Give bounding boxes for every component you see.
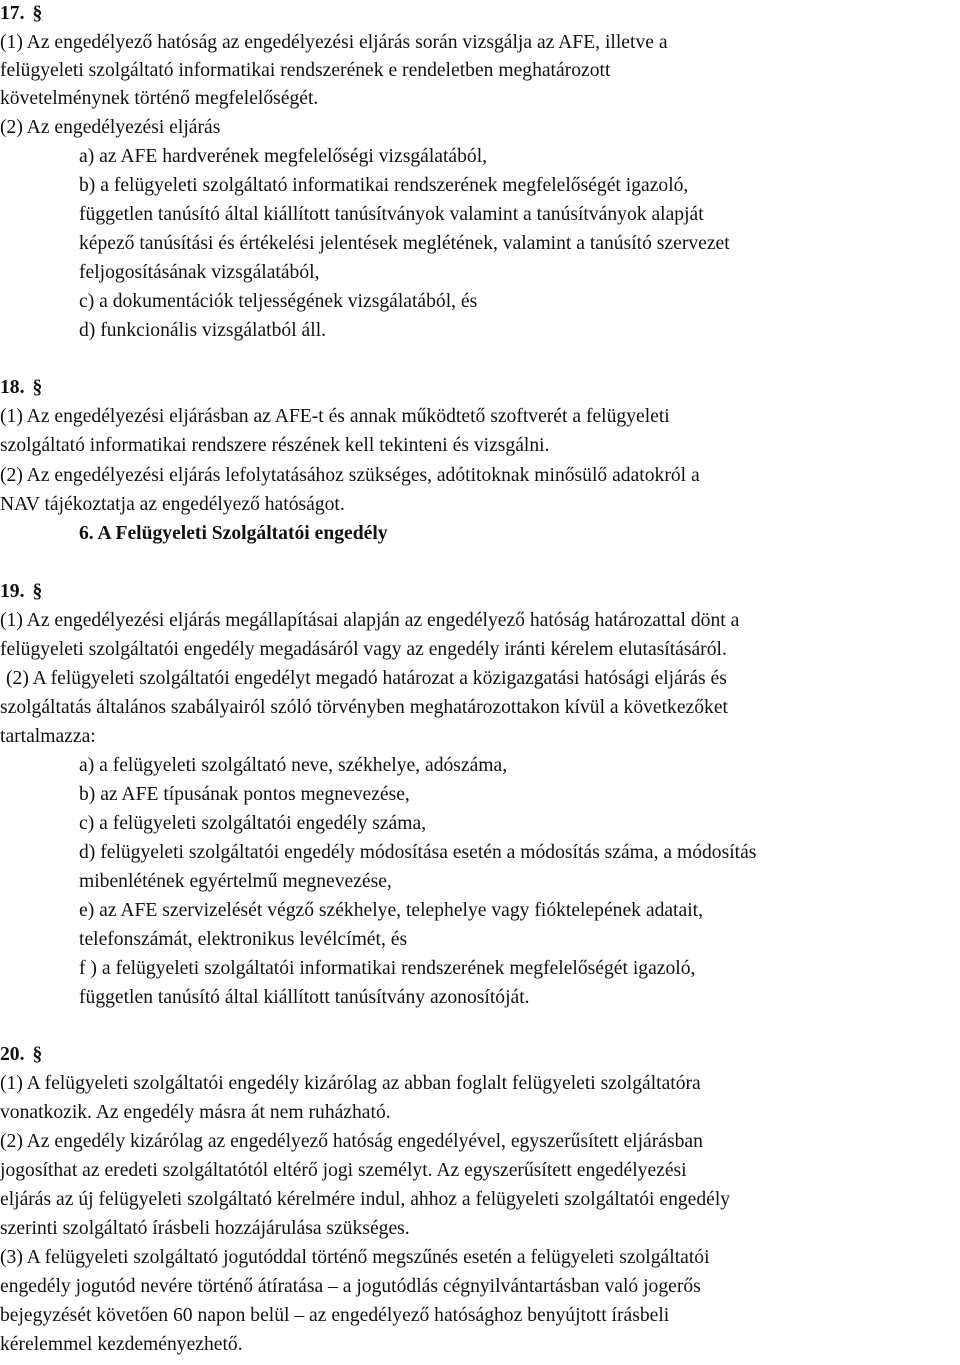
- section-17-heading: [0, 4, 42, 24]
- paragraph-line: felügyeleti szolgáltatói engedély megadásáról vagy az engedély iránti kérelem elutasításáról.: [0, 639, 727, 660]
- paragraph-line: (3) A felügyeleti szolgáltató jogutóddal történő megszűnés esetén a felügyeleti szolgáltatói: [0, 1247, 710, 1268]
- paragraph-line: kérelemmel kezdeményezhető.: [0, 1334, 243, 1355]
- list-item: telefonszámát, elektronikus levélcímét, és: [79, 929, 408, 950]
- paragraph-line: (2) A felügyeleti szolgáltatói engedélyt megadó határozat a közigazgatási hatósági eljárás és: [6, 668, 727, 689]
- section-symbol: §: [32, 3, 43, 24]
- paragraph-line: tartalmazza:: [0, 726, 96, 747]
- paragraph-line: (2) Az engedélyezési eljárás: [0, 117, 221, 138]
- paragraph-line: (1) Az engedélyező hatóság az engedélyezési eljárás során vizsgálja az AFE, illetve a: [0, 32, 668, 53]
- list-item: b) az AFE típusának pontos megnevezése,: [79, 784, 410, 805]
- list-item: e) az AFE szervizelését végző székhelye, telephelye vagy fióktelepének adatait,: [79, 900, 703, 921]
- paragraph-line: (2) Az engedély kizárólag az engedélyező hatóság engedélyével, egyszerűsített eljárásban: [0, 1131, 703, 1152]
- paragraph-line: követelménynek történő megfelelőségét.: [0, 88, 319, 109]
- paragraph-line: (1) A felügyeleti szolgáltatói engedély kizárólag az abban foglalt felügyeleti szolgáltatóra: [0, 1073, 701, 1094]
- list-item: független tanúsító által kiállított tanúsítvány azonosítóját.: [79, 987, 530, 1008]
- list-item: f ) a felügyeleti szolgáltatói informatikai rendszerének megfelelőségét igazoló,: [79, 958, 696, 979]
- paragraph-line: jogosíthat az eredeti szolgáltatótól eltérő jogi személyt. Az egyszerűsített engedélyezési: [0, 1160, 687, 1181]
- chapter-heading: 6. A Felügyeleti Szolgáltatói engedély: [79, 523, 388, 544]
- section-symbol: §: [32, 581, 43, 602]
- list-item: c) a dokumentációk teljességének vizsgálatából, és: [79, 291, 478, 312]
- section-20-heading: [0, 1045, 42, 1065]
- paragraph-line: (2) Az engedélyezési eljárás lefolytatásához szükséges, adótitoknak minősülő adatokról a: [0, 465, 700, 486]
- list-item: c) a felügyeleti szolgáltatói engedély száma,: [79, 813, 427, 834]
- list-item: független tanúsító által kiállított tanúsítványok valamint a tanúsítványok alapját: [79, 204, 704, 225]
- section-symbol: §: [32, 1044, 43, 1065]
- section-number: 19.: [0, 581, 25, 602]
- paragraph-line: NAV tájékoztatja az engedélyező hatóságot.: [0, 494, 345, 515]
- list-item: d) funkcionális vizsgálatból áll.: [79, 320, 327, 341]
- paragraph-line: szolgáltató informatikai rendszere részének kell tekinteni és vizsgálni.: [0, 435, 550, 456]
- list-item: b) a felügyeleti szolgáltató informatikai rendszerének megfelelőségét igazoló,: [79, 175, 689, 196]
- list-item: feljogosításának vizsgálatából,: [79, 262, 320, 283]
- paragraph-line: (1) Az engedélyezési eljárásban az AFE-t és annak működtető szoftverét a felügyeleti: [0, 406, 670, 427]
- paragraph-line: szerinti szolgáltató írásbeli hozzájárulása szükséges.: [0, 1218, 410, 1239]
- list-item: képező tanúsítási és értékelési jelentések meglétének, valamint a tanúsító szervezet: [79, 233, 730, 254]
- paragraph-line: vonatkozik. Az engedély másra át nem ruházható.: [0, 1102, 391, 1123]
- section-number: 20.: [0, 1044, 25, 1065]
- section-number: 17.: [0, 3, 25, 24]
- paragraph-line: szolgáltatás általános szabályairól szóló törvényben meghatározottakon kívül a következőket: [0, 697, 728, 718]
- list-item: mibenlétének egyértelmű megnevezése,: [79, 871, 392, 892]
- section-number: 18.: [0, 377, 25, 398]
- paragraph-line: eljárás az új felügyeleti szolgáltató kérelmére indul, ahhoz a felügyeleti szolgáltatói engedély: [0, 1189, 731, 1210]
- section-symbol: §: [32, 377, 43, 398]
- list-item: a) a felügyeleti szolgáltató neve, székhelye, adószáma,: [79, 755, 508, 776]
- section-19-heading: [0, 582, 42, 602]
- paragraph-line: (1) Az engedélyezési eljárás megállapításai alapján az engedélyező hatóság határozattal dönt a: [0, 610, 740, 631]
- list-item: a) az AFE hardverének megfelelőségi vizsgálatából,: [79, 146, 488, 167]
- paragraph-line: bejegyzését követően 60 napon belül – az engedélyező hatósághoz benyújtott írásbeli: [0, 1305, 670, 1326]
- paragraph-line: felügyeleti szolgáltató informatikai rendszerének e rendeletben meghatározott: [0, 60, 611, 81]
- list-item: d) felügyeleti szolgáltatói engedély módosítása esetén a módosítás száma, a módosítás: [79, 842, 757, 863]
- paragraph-line: engedély jogutód nevére történő átíratása – a jogutódlás cégnyilvántartásban való jogerős: [0, 1276, 701, 1297]
- section-18-heading: [0, 378, 42, 398]
